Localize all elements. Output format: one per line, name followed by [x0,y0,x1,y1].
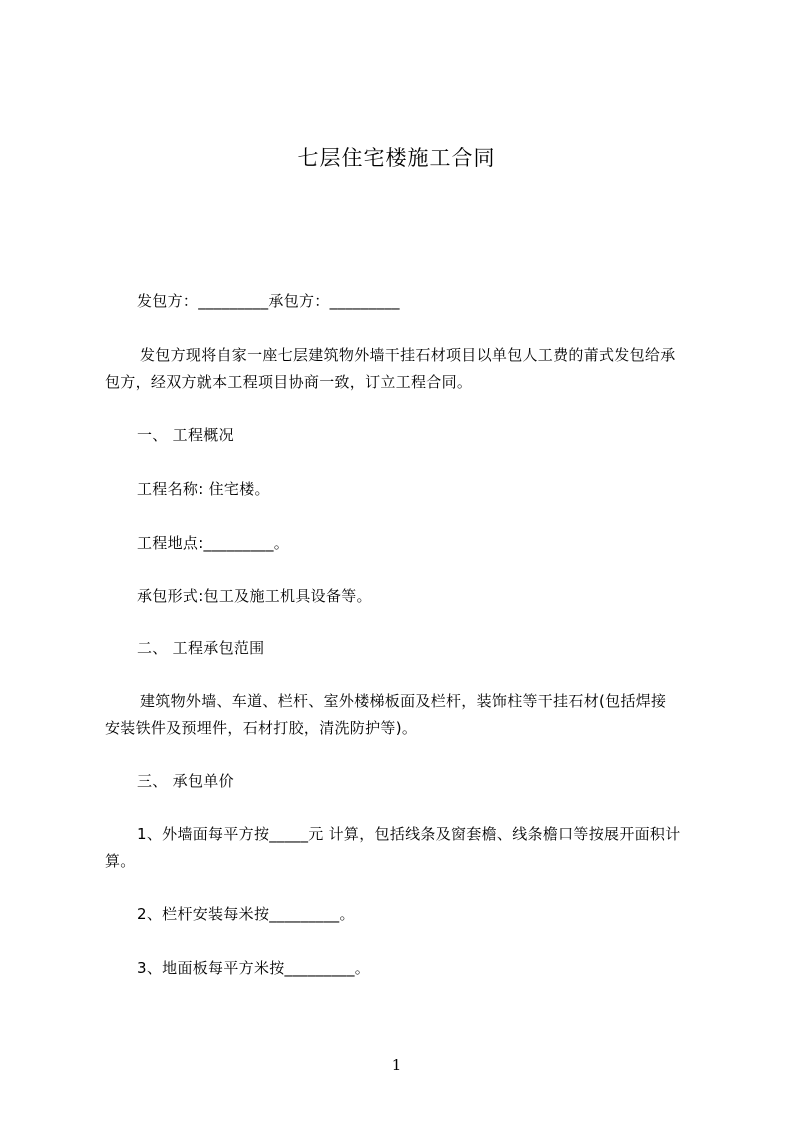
section-1-heading: 一、 工程概况 [137,426,234,444]
unit-price-item-1-line-1: 1、外墙面每平方按_____元 计算，包括线条及窗套檐、线条檐口等按展开面积计 [137,825,681,843]
intro-line-1: 发包方现将自家一座七层建筑物外墙干挂石材项目以单包人工费的莆式发包给承 [140,346,676,364]
unit-price-item-3: 3、地面板每平方米按_________。 [137,959,371,977]
page-number: 1 [391,1056,402,1074]
contract-form: 承包形式:包工及施工机具设备等。 [137,587,372,605]
project-name: 工程名称: 住宅楼。 [137,480,270,498]
unit-price-item-2: 2、栏杆安装每米按_________。 [137,905,355,923]
document-title: 七层住宅楼施工合同 [297,146,496,170]
section-3-heading: 三、 承包单价 [137,772,234,790]
parties-line: 发包方：_________承包方：_________ [137,292,400,310]
intro-line-2: 包方，经双方就本工程项目协商一致，订立工程合同。 [105,373,473,391]
scope-line-2: 安装铁件及预埋件，石材打胶，清洗防护等)。 [105,719,418,737]
section-2-heading: 二、 工程承包范围 [137,639,265,657]
scope-line-1: 建筑物外墙、车道、栏杆、室外楼梯板面及栏杆，装饰柱等干挂石材(包括焊接 [140,692,667,710]
project-location: 工程地点:_________。 [137,534,290,552]
unit-price-item-1-line-2: 算。 [105,852,136,870]
